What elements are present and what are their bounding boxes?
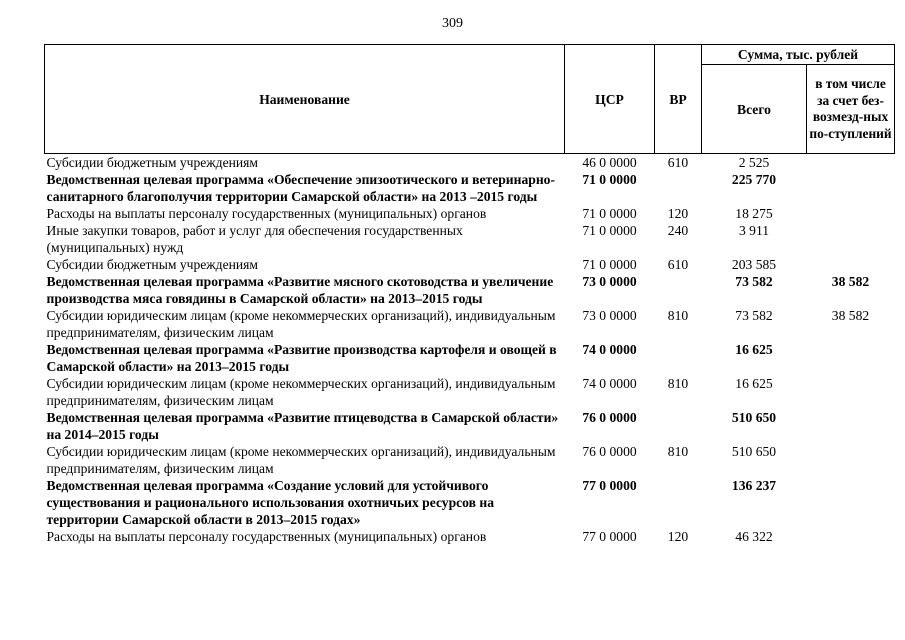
cell-gratis bbox=[807, 205, 895, 222]
cell-gratis bbox=[807, 341, 895, 375]
cell-vr: 610 bbox=[667, 257, 689, 272]
cell-total: 2 525 bbox=[738, 155, 770, 170]
cell-name: Субсидии бюджетным учреждениям bbox=[46, 257, 259, 272]
table-body bbox=[45, 154, 895, 546]
program-row bbox=[45, 273, 895, 307]
cell-gratis bbox=[807, 443, 895, 477]
cell-name: Иные закупки товаров, работ и услуг для обеспечения государственных (муниципальных) нужд bbox=[46, 223, 463, 255]
cell-csr: 76 0 0000 bbox=[582, 444, 637, 459]
cell-gratis: 38 582 bbox=[831, 274, 870, 289]
cell-gratis bbox=[807, 154, 895, 172]
table-row bbox=[45, 443, 895, 477]
cell-csr: 46 0 0000 bbox=[582, 155, 637, 170]
cell-total: 16 625 bbox=[735, 376, 773, 391]
cell-csr: 71 0 0000 bbox=[582, 223, 637, 238]
cell-name: Ведомственная целевая программа «Создание условий для устойчивого существования и рационального использования охотничьих ресурсов на территории Самарской области в 2013–2015 годах» bbox=[46, 478, 495, 527]
table-row bbox=[45, 307, 895, 341]
cell-name: Расходы на выплаты персоналу государственных (муниципальных) органов bbox=[46, 529, 487, 544]
cell-gratis bbox=[807, 375, 895, 409]
header-vr: ВР bbox=[655, 45, 702, 154]
cell-vr bbox=[655, 477, 702, 528]
cell-name: Субсидии юридическим лицам (кроме некоммерческих организаций), индивидуальным предпринимателям, физическим лицам bbox=[46, 444, 556, 476]
cell-vr bbox=[655, 341, 702, 375]
program-row bbox=[45, 171, 895, 205]
cell-name: Субсидии бюджетным учреждениям bbox=[46, 155, 259, 170]
cell-name: Ведомственная целевая программа «Обеспечение эпизоотического и ветеринарно-санитарного благополучия территории Самарской области» на 2013 –2015 годы bbox=[46, 172, 555, 204]
cell-vr bbox=[655, 409, 702, 443]
program-row bbox=[45, 477, 895, 528]
cell-vr: 810 bbox=[667, 308, 689, 323]
cell-csr: 71 0 0000 bbox=[582, 172, 637, 187]
cell-csr: 77 0 0000 bbox=[582, 478, 637, 493]
cell-vr: 610 bbox=[667, 155, 689, 170]
cell-name: Расходы на выплаты персоналу государственных (муниципальных) органов bbox=[46, 206, 487, 221]
cell-name: Субсидии юридическим лицам (кроме некоммерческих организаций), индивидуальным предпринимателям, физическим лицам bbox=[46, 376, 556, 408]
budget-table bbox=[44, 44, 895, 545]
cell-csr: 73 0 0000 bbox=[582, 274, 637, 289]
header-total: Всего bbox=[702, 65, 807, 154]
cell-name: Субсидии юридическим лицам (кроме некоммерческих организаций), индивидуальным предпринимателям, физическим лицам bbox=[46, 308, 556, 340]
program-row bbox=[45, 409, 895, 443]
cell-total: 203 585 bbox=[731, 257, 777, 272]
cell-vr: 120 bbox=[667, 206, 689, 221]
cell-csr: 77 0 0000 bbox=[582, 529, 637, 544]
cell-csr: 71 0 0000 bbox=[582, 206, 637, 221]
cell-csr: 71 0 0000 bbox=[582, 257, 637, 272]
cell-gratis bbox=[807, 409, 895, 443]
cell-csr: 74 0 0000 bbox=[582, 376, 637, 391]
cell-csr: 76 0 0000 bbox=[582, 410, 637, 425]
table-row bbox=[45, 205, 895, 222]
cell-vr bbox=[655, 273, 702, 307]
cell-vr: 120 bbox=[667, 529, 689, 544]
cell-gratis bbox=[807, 528, 895, 545]
table-row bbox=[45, 256, 895, 273]
cell-csr: 74 0 0000 bbox=[582, 342, 637, 357]
cell-vr: 240 bbox=[667, 223, 689, 238]
cell-vr bbox=[655, 171, 702, 205]
cell-gratis: 38 582 bbox=[831, 308, 870, 323]
table-row bbox=[45, 154, 895, 172]
table-row bbox=[45, 375, 895, 409]
cell-total: 73 582 bbox=[735, 274, 773, 289]
table-row bbox=[45, 222, 895, 256]
header-csr: ЦСР bbox=[565, 45, 655, 154]
page-number: 309 bbox=[442, 16, 463, 31]
cell-gratis bbox=[807, 171, 895, 205]
cell-total: 73 582 bbox=[735, 308, 773, 323]
table-row bbox=[45, 528, 895, 545]
cell-name: Ведомственная целевая программа «Развитие мясного скотоводства и увеличение производства мяса говядины в Самарской области» на 2013–2015 годы bbox=[46, 274, 554, 306]
header-name: Наименование bbox=[45, 45, 565, 154]
cell-total: 18 275 bbox=[735, 206, 773, 221]
cell-gratis bbox=[807, 477, 895, 528]
cell-vr: 810 bbox=[667, 444, 689, 459]
cell-total: 510 650 bbox=[731, 410, 777, 425]
cell-name: Ведомственная целевая программа «Развитие производства картофеля и овощей в Самарской области» на 2013–2015 годы bbox=[46, 342, 557, 374]
cell-csr: 73 0 0000 bbox=[582, 308, 637, 323]
cell-total: 225 770 bbox=[731, 172, 777, 187]
cell-name: Ведомственная целевая программа «Развитие птицеводства в Самарской области» на 2014–2015 годы bbox=[46, 410, 559, 442]
cell-total: 3 911 bbox=[738, 223, 770, 238]
cell-gratis bbox=[807, 222, 895, 256]
cell-gratis bbox=[807, 256, 895, 273]
cell-vr: 810 bbox=[667, 376, 689, 391]
table-header bbox=[45, 45, 895, 154]
program-row bbox=[45, 341, 895, 375]
cell-total: 136 237 bbox=[731, 478, 777, 493]
cell-total: 16 625 bbox=[735, 342, 773, 357]
header-sum: Сумма, тыс. рублей bbox=[702, 45, 895, 65]
cell-total: 46 322 bbox=[735, 529, 773, 544]
header-gratis: в том числе за счет без-возмезд-ных по-ступлений bbox=[807, 65, 895, 154]
cell-total: 510 650 bbox=[731, 444, 777, 459]
